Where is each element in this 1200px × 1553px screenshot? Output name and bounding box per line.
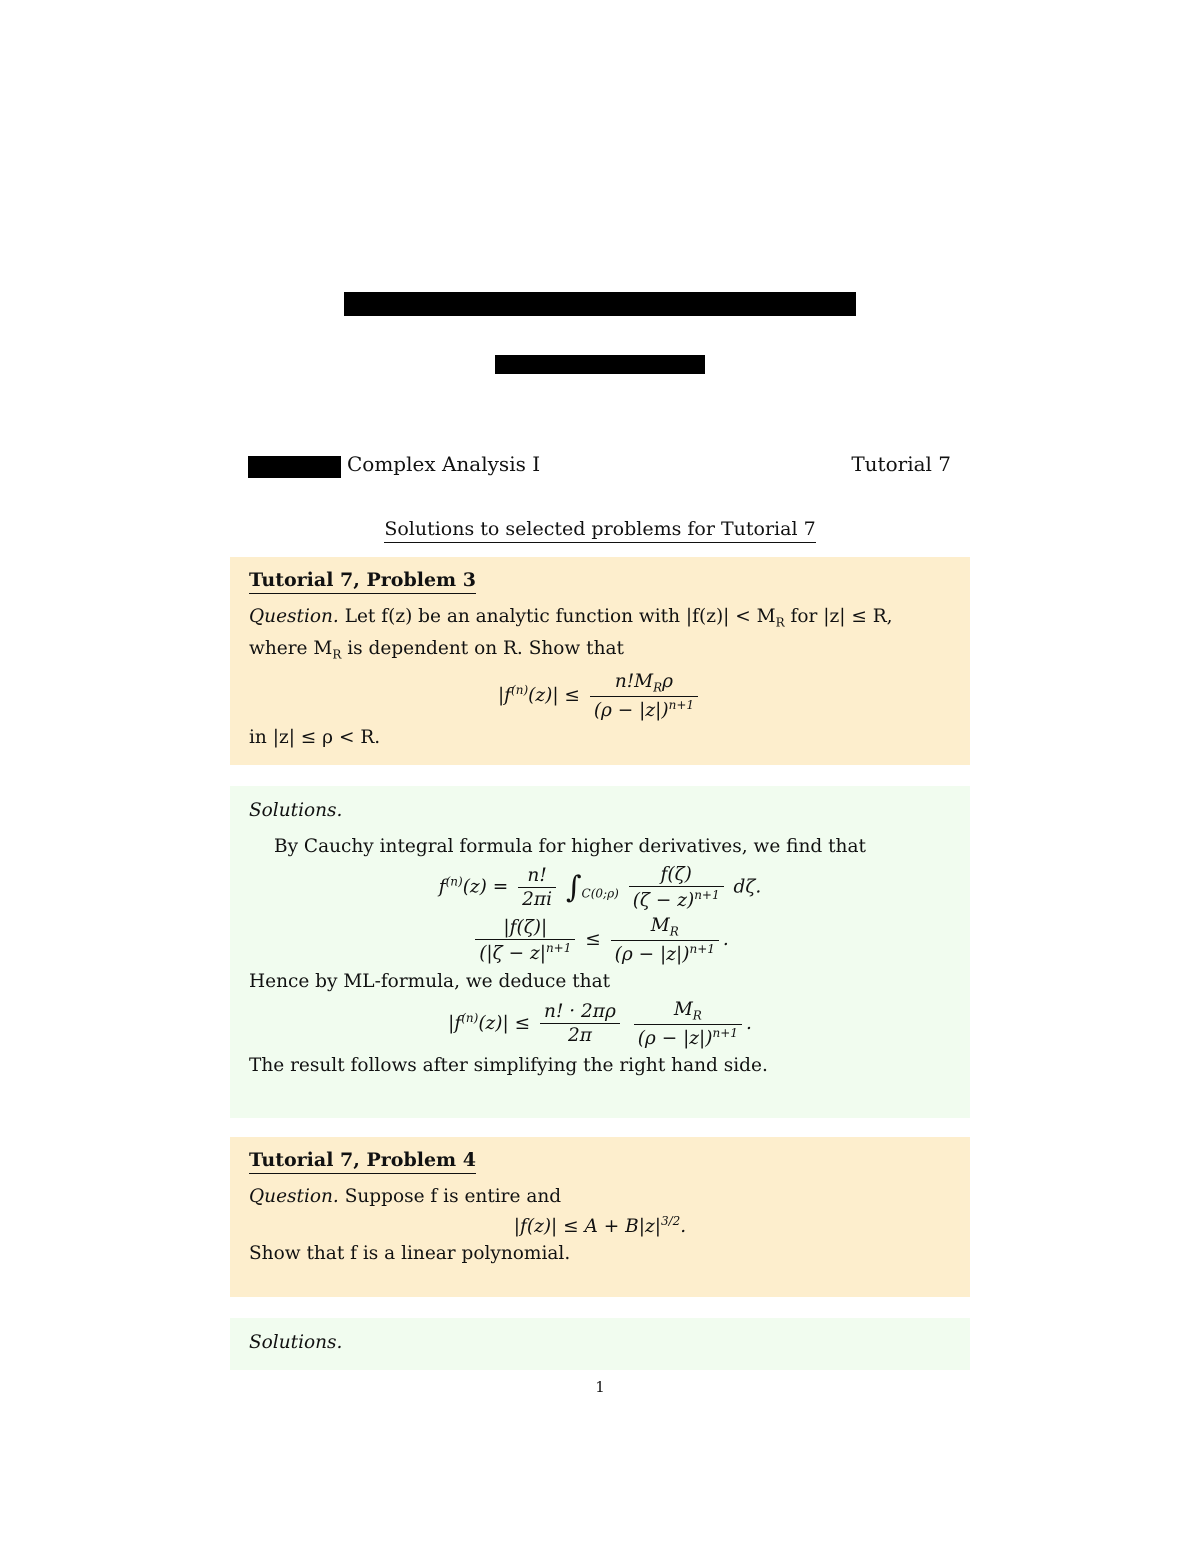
course-title: Complex Analysis I xyxy=(347,452,541,476)
page-number: 1 xyxy=(595,1378,605,1396)
problem-4-title: Tutorial 7, Problem 4 xyxy=(249,1149,476,1174)
problem-3-box xyxy=(230,557,970,765)
solution-3-intro: By Cauchy integral formula for higher derivatives, we find that xyxy=(274,836,866,857)
problem-3-question-line-2: where $M_R$ is dependent on R. Show that xyxy=(249,637,624,662)
solution-3-bound: $\frac{|f(\zeta)|}{(|\zeta - z|^{n+1}}$ ≤ $\frac{M_R}{(\rho - |z|)^{n+1}}$ . xyxy=(249,915,951,965)
redacted-course-code xyxy=(248,456,341,478)
solution-3-label: Solutions. xyxy=(249,800,343,821)
redacted-subtitle xyxy=(495,355,705,374)
solution-4-box xyxy=(230,1318,970,1370)
document-subtitle: Solutions to selected problems for Tutorial 7 xyxy=(0,518,1200,540)
problem-3-inequality: $|f^{(n)}(z)|$ ≤ $\frac{n!M_R\rho}{(\rho - |z|)^{n+1}}$ xyxy=(249,671,951,721)
solution-3-conclusion: The result follows after simplifying the right hand side. xyxy=(249,1054,768,1076)
problem-4-question: Question. Suppose f is entire and xyxy=(249,1186,562,1207)
tutorial-label: Tutorial 7 xyxy=(851,452,951,476)
solution-3-box xyxy=(230,786,970,1118)
problem-3-title: Tutorial 7, Problem 3 xyxy=(249,569,476,594)
solution-4-label: Solutions. xyxy=(249,1332,343,1353)
problem-3-domain: in |z| ≤ ρ < R. xyxy=(249,727,381,749)
solution-3-ml-text: Hence by ML-formula, we deduce that xyxy=(249,971,611,992)
solution-3-ml-bound: $|f^{(n)}(z)|$ ≤ $\frac{n! \cdot 2\pi\rho}{2\pi}$ $\frac{M_R}{(\rho - |z|)^{n+1}}$ . xyxy=(448,999,752,1049)
problem-4-box xyxy=(230,1137,970,1297)
problem-4-show: Show that f is a linear polynomial. xyxy=(249,1243,571,1265)
redacted-title xyxy=(344,292,856,316)
problem-3-question-line-1: Question. Let f(z) be an analytic function with $|f(z)| < M_R$ for |z| ≤ R, xyxy=(249,606,893,630)
solution-3-cauchy-formula: $f^{(n)}(z)$ = $\frac{n!}{2\pi i}$ $\int_{C(0;\rho)}$ $\frac{f(\zeta)}{(\zeta - z)^{n+1}}$ dζ. xyxy=(438,864,762,912)
problem-4-inequality: $|f(z)| \le A + B|z|^{3/2}$. xyxy=(513,1214,687,1238)
